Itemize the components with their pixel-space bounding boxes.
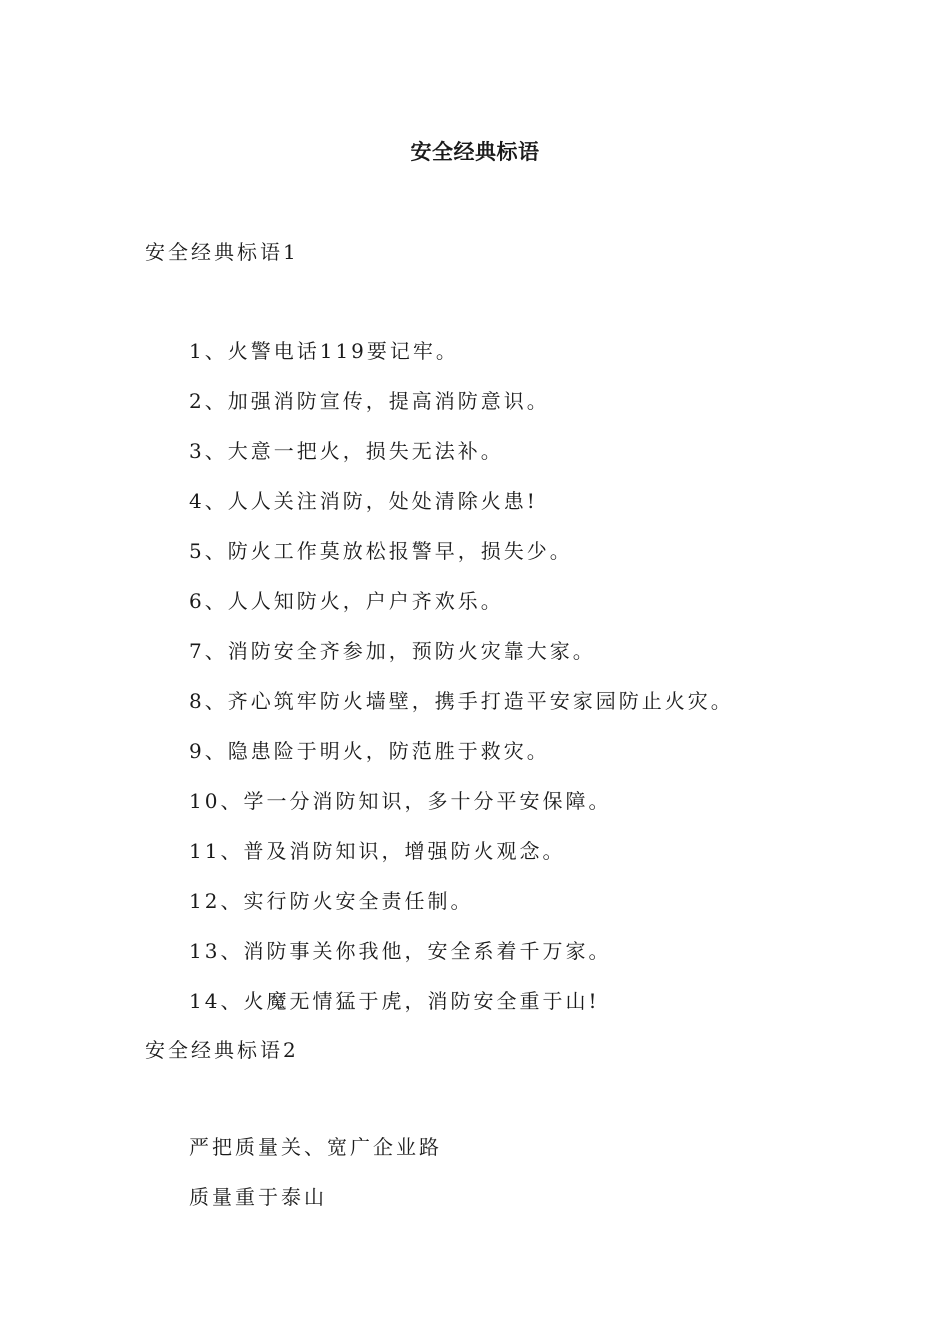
- slogan-item: 11、普及消防知识，增强防火观念。: [189, 839, 566, 863]
- slogan-item: 4、人人关注消防，处处清除火患!: [189, 489, 538, 513]
- slogan-item: 严把质量关、宽广企业路: [189, 1135, 442, 1159]
- slogan-item: 8、齐心筑牢防火墙壁，携手打造平安家园防止火灾。: [189, 689, 734, 713]
- slogan-item: 7、消防安全齐参加，预防火灾靠大家。: [189, 639, 596, 663]
- document-title: 安全经典标语: [410, 140, 540, 164]
- slogan-item: 14、火魔无情猛于虎，消防安全重于山!: [189, 989, 600, 1013]
- section-heading-2: 安全经典标语2: [145, 1038, 299, 1062]
- slogan-item: 12、实行防火安全责任制。: [189, 889, 474, 913]
- section-heading-1: 安全经典标语1: [145, 240, 299, 264]
- slogan-item: 10、学一分消防知识，多十分平安保障。: [189, 789, 612, 813]
- slogan-item: 13、消防事关你我他，安全系着千万家。: [189, 939, 612, 963]
- slogan-item: 6、人人知防火，户户齐欢乐。: [189, 589, 504, 613]
- slogan-list-2: [189, 1133, 442, 1233]
- slogan-item: 1、火警电话119要记牢。: [189, 339, 459, 363]
- slogan-item: 2、加强消防宣传，提高消防意识。: [189, 389, 550, 413]
- slogan-list-1: [189, 337, 734, 1037]
- slogan-item: 3、大意一把火，损失无法补。: [189, 439, 504, 463]
- slogan-item: 9、隐患险于明火，防范胜于救灾。: [189, 739, 550, 763]
- slogan-item: 5、防火工作莫放松报警早，损失少。: [189, 539, 573, 563]
- slogan-item: 质量重于泰山: [189, 1185, 327, 1209]
